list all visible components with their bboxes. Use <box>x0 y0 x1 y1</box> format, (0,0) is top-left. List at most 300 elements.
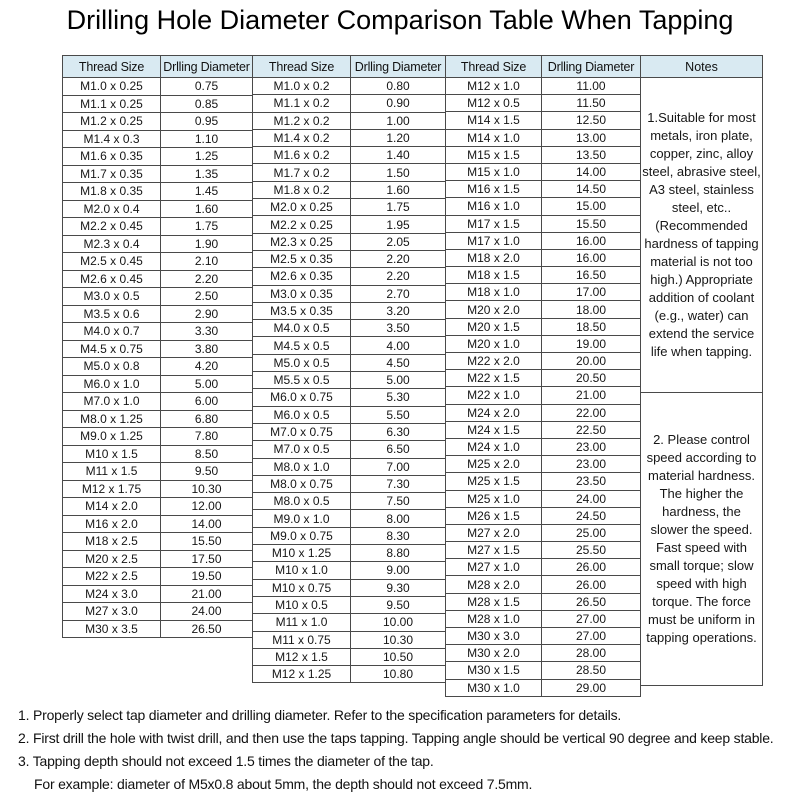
table-row <box>446 559 641 576</box>
table-row <box>63 463 253 481</box>
table-cell: 15.00 <box>542 198 641 215</box>
footnote-line-1: 1. Properly select tap diameter and drilling diameter. Refer to the specification parameters for details. <box>18 707 622 723</box>
table-cell: M2.3 x 0.25 <box>253 233 351 250</box>
table-cell: M2.5 x 0.45 <box>63 253 161 271</box>
table-row <box>63 305 253 323</box>
table-cell: 1.50 <box>351 164 446 181</box>
table-row <box>446 628 641 645</box>
table-row <box>253 95 446 112</box>
table-row <box>446 507 641 524</box>
table-cell: M22 x 1.5 <box>446 370 542 387</box>
table-row <box>253 406 446 423</box>
table-cell: M1.0 x 0.2 <box>253 78 351 95</box>
table-row <box>63 183 253 201</box>
table-cell: 5.00 <box>161 375 253 393</box>
table-cell: M1.4 x 0.3 <box>63 130 161 148</box>
table-cell: 17.00 <box>542 284 641 301</box>
table-cell: 3.20 <box>351 302 446 319</box>
table-cell: 1.35 <box>161 165 253 183</box>
table-row <box>253 579 446 596</box>
table-cell: 20.00 <box>542 353 641 370</box>
table-cell: M14 x 1.5 <box>446 112 542 129</box>
table-cell: 20.50 <box>542 370 641 387</box>
table-row <box>63 130 253 148</box>
table-row <box>253 648 446 665</box>
table-row <box>446 232 641 249</box>
table-cell: 6.80 <box>161 410 253 428</box>
table-row <box>253 372 446 389</box>
table-row <box>446 112 641 129</box>
table-cell: 1.10 <box>161 130 253 148</box>
table-cell: 0.95 <box>161 113 253 131</box>
table-cell: 25.00 <box>542 524 641 541</box>
note-material-suitability: 1.Suitable for most metals, iron plate, copper, zinc, alloy steel, abrasive steel, A3 steel, stainless steel, etc..(Recommended hardness of tapping material is not too high.) Appropriate addition of coolant (e.g., water) can extend the service life when tapping. <box>641 78 762 393</box>
table-cell: 14.00 <box>542 163 641 180</box>
column-header-drilling-diameter: Drlling Diameter <box>161 56 253 78</box>
table-cell: M12 x 1.5 <box>253 648 351 665</box>
column-header-drilling-diameter: Drlling Diameter <box>351 56 446 78</box>
table-row <box>63 253 253 271</box>
table-cell: 19.00 <box>542 335 641 352</box>
table-cell: M1.0 x 0.25 <box>63 78 161 96</box>
table-cell: M27 x 3.0 <box>63 603 161 621</box>
table-cell: M2.0 x 0.4 <box>63 200 161 218</box>
thread-table-group-1 <box>62 55 253 638</box>
table-cell: 25.50 <box>542 542 641 559</box>
table-row <box>253 631 446 648</box>
table-row <box>63 585 253 603</box>
table-cell: 5.50 <box>351 406 446 423</box>
table-cell: M1.2 x 0.25 <box>63 113 161 131</box>
table-row <box>63 95 253 113</box>
table-row <box>253 112 446 129</box>
table-cell: M14 x 1.0 <box>446 129 542 146</box>
table-cell: M5.0 x 0.8 <box>63 358 161 376</box>
table-cell: M30 x 2.0 <box>446 645 542 662</box>
table-cell: 27.00 <box>542 610 641 627</box>
table-cell: M6.0 x 1.0 <box>63 375 161 393</box>
table-cell: M28 x 1.5 <box>446 593 542 610</box>
table-cell: M27 x 2.0 <box>446 524 542 541</box>
table-row <box>253 129 446 146</box>
table-cell: M1.6 x 0.35 <box>63 148 161 166</box>
column-header-thread-size: Thread Size <box>446 56 542 78</box>
table-cell: M20 x 2.5 <box>63 550 161 568</box>
table-cell: M4.0 x 0.7 <box>63 323 161 341</box>
table-cell: M4.5 x 0.75 <box>63 340 161 358</box>
table-cell: M1.2 x 0.2 <box>253 112 351 129</box>
table-cell: M24 x 3.0 <box>63 585 161 603</box>
table-cell: M22 x 2.0 <box>446 353 542 370</box>
table-cell: 9.00 <box>351 562 446 579</box>
column-header-notes: Notes <box>641 56 762 78</box>
table-cell: 2.05 <box>351 233 446 250</box>
table-cell: 14.50 <box>542 181 641 198</box>
header-row <box>446 56 641 78</box>
table-cell: M1.4 x 0.2 <box>253 129 351 146</box>
table-row <box>63 410 253 428</box>
table-row <box>253 181 446 198</box>
table-cell: M20 x 1.0 <box>446 335 542 352</box>
table-cell: 1.75 <box>351 199 446 216</box>
table-cell: 18.50 <box>542 318 641 335</box>
table-row <box>63 603 253 621</box>
table-row <box>63 218 253 236</box>
table-cell: M9.0 x 1.25 <box>63 428 161 446</box>
table-cell: 28.50 <box>542 662 641 679</box>
table-cell: 10.30 <box>161 480 253 498</box>
table-cell: M10 x 1.0 <box>253 562 351 579</box>
table-cell: M11 x 1.5 <box>63 463 161 481</box>
table-cell: M10 x 0.75 <box>253 579 351 596</box>
table-cell: M24 x 1.0 <box>446 438 542 455</box>
table-cell: 21.00 <box>542 387 641 404</box>
table-cell: M24 x 1.5 <box>446 421 542 438</box>
table-cell: M2.0 x 0.25 <box>253 199 351 216</box>
table-row <box>253 147 446 164</box>
table-cell: 16.00 <box>542 249 641 266</box>
table-row <box>63 113 253 131</box>
table-cell: M12 x 1.0 <box>446 78 542 95</box>
table-cell: 3.80 <box>161 340 253 358</box>
table-row <box>446 370 641 387</box>
table-cell: M26 x 1.5 <box>446 507 542 524</box>
table-cell: 7.00 <box>351 458 446 475</box>
thread-table-group-2 <box>252 55 446 683</box>
table-cell: 2.50 <box>161 288 253 306</box>
table-row <box>253 666 446 683</box>
table-row <box>446 129 641 146</box>
table-cell: 9.30 <box>351 579 446 596</box>
table-cell: 3.30 <box>161 323 253 341</box>
table-cell: M3.0 x 0.5 <box>63 288 161 306</box>
table-row <box>63 340 253 358</box>
table-cell: 24.00 <box>542 490 641 507</box>
table-cell: 11.50 <box>542 95 641 112</box>
table-row <box>63 375 253 393</box>
table-cell: 14.00 <box>161 515 253 533</box>
table-cell: 0.90 <box>351 95 446 112</box>
table-cell: M20 x 1.5 <box>446 318 542 335</box>
table-row <box>63 428 253 446</box>
table-row <box>253 337 446 354</box>
table-cell: 1.75 <box>161 218 253 236</box>
table-row <box>253 510 446 527</box>
table-cell: 12.00 <box>161 498 253 516</box>
table-row <box>253 596 446 613</box>
table-cell: 19.50 <box>161 568 253 586</box>
table-row <box>63 568 253 586</box>
table-row <box>63 270 253 288</box>
column-header-thread-size: Thread Size <box>63 56 161 78</box>
table-cell: 7.30 <box>351 475 446 492</box>
table-cell: 12.50 <box>542 112 641 129</box>
table-cell: 6.00 <box>161 393 253 411</box>
table-row <box>253 527 446 544</box>
table-row <box>446 404 641 421</box>
table-cell: 13.50 <box>542 146 641 163</box>
table-row <box>446 163 641 180</box>
thread-table-group-3 <box>445 55 641 697</box>
table-cell: M22 x 2.5 <box>63 568 161 586</box>
table-cell: 23.50 <box>542 473 641 490</box>
table-cell: M9.0 x 0.75 <box>253 527 351 544</box>
table-cell: M8.0 x 1.0 <box>253 458 351 475</box>
table-row <box>446 593 641 610</box>
table-row <box>253 354 446 371</box>
table-cell: M16 x 2.0 <box>63 515 161 533</box>
table-cell: M27 x 1.0 <box>446 559 542 576</box>
table-cell: 1.90 <box>161 235 253 253</box>
table-row <box>446 95 641 112</box>
table-cell: 16.00 <box>542 232 641 249</box>
table-cell: 18.00 <box>542 301 641 318</box>
table-cell: 3.50 <box>351 320 446 337</box>
table-row <box>63 550 253 568</box>
table-cell: 2.20 <box>161 270 253 288</box>
table-cell: M2.5 x 0.35 <box>253 250 351 267</box>
table-cell: M1.7 x 0.2 <box>253 164 351 181</box>
table-cell: M7.0 x 0.5 <box>253 441 351 458</box>
table-row <box>253 562 446 579</box>
table-row <box>446 318 641 335</box>
table-row <box>446 301 641 318</box>
table-cell: 10.80 <box>351 666 446 683</box>
table-cell: 4.00 <box>351 337 446 354</box>
table-cell: M2.2 x 0.25 <box>253 216 351 233</box>
table-row <box>63 515 253 533</box>
table-cell: M25 x 1.0 <box>446 490 542 507</box>
table-cell: M12 x 1.75 <box>63 480 161 498</box>
table-cell: M18 x 1.0 <box>446 284 542 301</box>
table-cell: M18 x 2.5 <box>63 533 161 551</box>
table-row <box>253 216 446 233</box>
table-cell: M10 x 0.5 <box>253 596 351 613</box>
table-row <box>446 335 641 352</box>
table-cell: 6.50 <box>351 441 446 458</box>
table-cell: 24.50 <box>542 507 641 524</box>
table-cell: M16 x 1.0 <box>446 198 542 215</box>
table-row <box>63 200 253 218</box>
table-row <box>446 267 641 284</box>
column-header-thread-size: Thread Size <box>253 56 351 78</box>
table-cell: M1.6 x 0.2 <box>253 147 351 164</box>
table-cell: 0.85 <box>161 95 253 113</box>
table-row <box>446 473 641 490</box>
table-row <box>446 181 641 198</box>
table-cell: 1.60 <box>161 200 253 218</box>
table-row <box>446 146 641 163</box>
table-cell: 6.30 <box>351 423 446 440</box>
table-row <box>253 199 446 216</box>
table-cell: M6.0 x 0.75 <box>253 389 351 406</box>
table-row <box>253 233 446 250</box>
table-cell: 8.30 <box>351 527 446 544</box>
table-cell: M1.1 x 0.2 <box>253 95 351 112</box>
table-row <box>63 533 253 551</box>
table-cell: 8.80 <box>351 545 446 562</box>
table-cell: 27.00 <box>542 628 641 645</box>
table-cell: M11 x 0.75 <box>253 631 351 648</box>
table-row <box>253 268 446 285</box>
table-cell: M27 x 1.5 <box>446 542 542 559</box>
table-cell: M3.0 x 0.35 <box>253 285 351 302</box>
table-cell: 22.50 <box>542 421 641 438</box>
table-row <box>446 610 641 627</box>
table-cell: M24 x 2.0 <box>446 404 542 421</box>
table-cell: M3.5 x 0.35 <box>253 302 351 319</box>
table-cell: 1.45 <box>161 183 253 201</box>
table-cell: 29.00 <box>542 679 641 696</box>
table-cell: 11.00 <box>542 78 641 95</box>
table-row <box>253 458 446 475</box>
table-cell: 9.50 <box>161 463 253 481</box>
table-cell: 26.00 <box>542 559 641 576</box>
table-cell: 9.50 <box>351 596 446 613</box>
table-cell: M30 x 3.5 <box>63 620 161 638</box>
table-row <box>446 78 641 95</box>
table-cell: M14 x 2.0 <box>63 498 161 516</box>
table-cell: 2.10 <box>161 253 253 271</box>
table-cell: M25 x 2.0 <box>446 456 542 473</box>
table-row <box>253 614 446 631</box>
table-cell: M1.1 x 0.25 <box>63 95 161 113</box>
table-cell: 26.50 <box>161 620 253 638</box>
table-cell: M17 x 1.0 <box>446 232 542 249</box>
footnotes <box>18 707 774 799</box>
table-cell: M1.8 x 0.2 <box>253 181 351 198</box>
table-cell: 1.00 <box>351 112 446 129</box>
table-cell: 2.70 <box>351 285 446 302</box>
table-row <box>446 215 641 232</box>
table-cell: 2.90 <box>161 305 253 323</box>
column-header-drilling-diameter: Drlling Diameter <box>542 56 641 78</box>
table-cell: M6.0 x 0.5 <box>253 406 351 423</box>
table-row <box>63 323 253 341</box>
table-cell: 7.50 <box>351 493 446 510</box>
table-row <box>253 545 446 562</box>
header-row <box>253 56 446 78</box>
table-cell: 1.40 <box>351 147 446 164</box>
note-speed-control: 2. Please control speed according to material hardness. The higher the hardness, the slower the speed. Fast speed with small torque; slow speed with high torque. The force must be uniform in tapping operations. <box>646 432 757 645</box>
table-cell: 26.00 <box>542 576 641 593</box>
table-cell: 0.80 <box>351 78 446 95</box>
table-cell: M4.0 x 0.5 <box>253 320 351 337</box>
table-cell: M4.5 x 0.5 <box>253 337 351 354</box>
table-row <box>63 480 253 498</box>
table-cell: 16.50 <box>542 267 641 284</box>
table-cell: 24.00 <box>161 603 253 621</box>
table-row <box>446 576 641 593</box>
table-cell: 10.30 <box>351 631 446 648</box>
table-row <box>63 148 253 166</box>
table-row <box>446 387 641 404</box>
table-cell: M10 x 1.5 <box>63 445 161 463</box>
table-row <box>253 475 446 492</box>
table-row <box>253 441 446 458</box>
table-cell: M1.7 x 0.35 <box>63 165 161 183</box>
table-cell: 5.30 <box>351 389 446 406</box>
table-row <box>446 456 641 473</box>
table-row <box>63 620 253 638</box>
table-cell: 21.00 <box>161 585 253 603</box>
table-cell: M16 x 1.5 <box>446 181 542 198</box>
header-row <box>63 56 253 78</box>
table-cell: 1.20 <box>351 129 446 146</box>
table-cell: M12 x 0.5 <box>446 95 542 112</box>
table-cell: M25 x 1.5 <box>446 473 542 490</box>
page-title: Drilling Hole Diameter Comparison Table When Tapping <box>66 5 734 35</box>
table-row <box>253 164 446 181</box>
table-cell: 8.00 <box>351 510 446 527</box>
table-cell: 15.50 <box>542 215 641 232</box>
table-cell: 10.50 <box>351 648 446 665</box>
table-row <box>446 353 641 370</box>
table-row <box>253 320 446 337</box>
table-row <box>253 423 446 440</box>
table-cell: M15 x 1.0 <box>446 163 542 180</box>
table-row <box>446 679 641 696</box>
table-row <box>63 498 253 516</box>
table-cell: M5.5 x 0.5 <box>253 372 351 389</box>
table-row <box>63 358 253 376</box>
table-cell: M28 x 2.0 <box>446 576 542 593</box>
table-row <box>446 662 641 679</box>
table-cell: 22.00 <box>542 404 641 421</box>
table-cell: M1.8 x 0.35 <box>63 183 161 201</box>
table-row <box>446 249 641 266</box>
table-row <box>63 445 253 463</box>
table-cell: M30 x 3.0 <box>446 628 542 645</box>
table-cell: M9.0 x 1.0 <box>253 510 351 527</box>
notes-column <box>640 55 763 686</box>
table-cell: 1.60 <box>351 181 446 198</box>
table-cell: M2.2 x 0.45 <box>63 218 161 236</box>
table-cell: M30 x 1.5 <box>446 662 542 679</box>
table-cell: M2.6 x 0.45 <box>63 270 161 288</box>
table-row <box>63 78 253 96</box>
table-row <box>253 493 446 510</box>
table-row <box>63 288 253 306</box>
table-row <box>63 165 253 183</box>
table-cell: M2.3 x 0.4 <box>63 235 161 253</box>
table-row <box>446 438 641 455</box>
table-cell: M8.0 x 1.25 <box>63 410 161 428</box>
table-row <box>446 490 641 507</box>
table-row <box>446 198 641 215</box>
table-row <box>253 302 446 319</box>
table-cell: 5.00 <box>351 372 446 389</box>
table-cell: 23.00 <box>542 456 641 473</box>
table-row <box>253 285 446 302</box>
table-cell: M28 x 1.0 <box>446 610 542 627</box>
table-cell: 13.00 <box>542 129 641 146</box>
table-row <box>446 284 641 301</box>
table-cell: 4.20 <box>161 358 253 376</box>
table-row <box>446 421 641 438</box>
table-cell: 8.50 <box>161 445 253 463</box>
table-cell: 26.50 <box>542 593 641 610</box>
table-cell: M7.0 x 0.75 <box>253 423 351 440</box>
table-row <box>446 542 641 559</box>
table-row <box>253 389 446 406</box>
table-cell: 15.50 <box>161 533 253 551</box>
table-cell: 4.50 <box>351 354 446 371</box>
table-cell: 7.80 <box>161 428 253 446</box>
comparison-table <box>62 55 763 697</box>
table-cell: M18 x 1.5 <box>446 267 542 284</box>
table-cell: M15 x 1.5 <box>446 146 542 163</box>
